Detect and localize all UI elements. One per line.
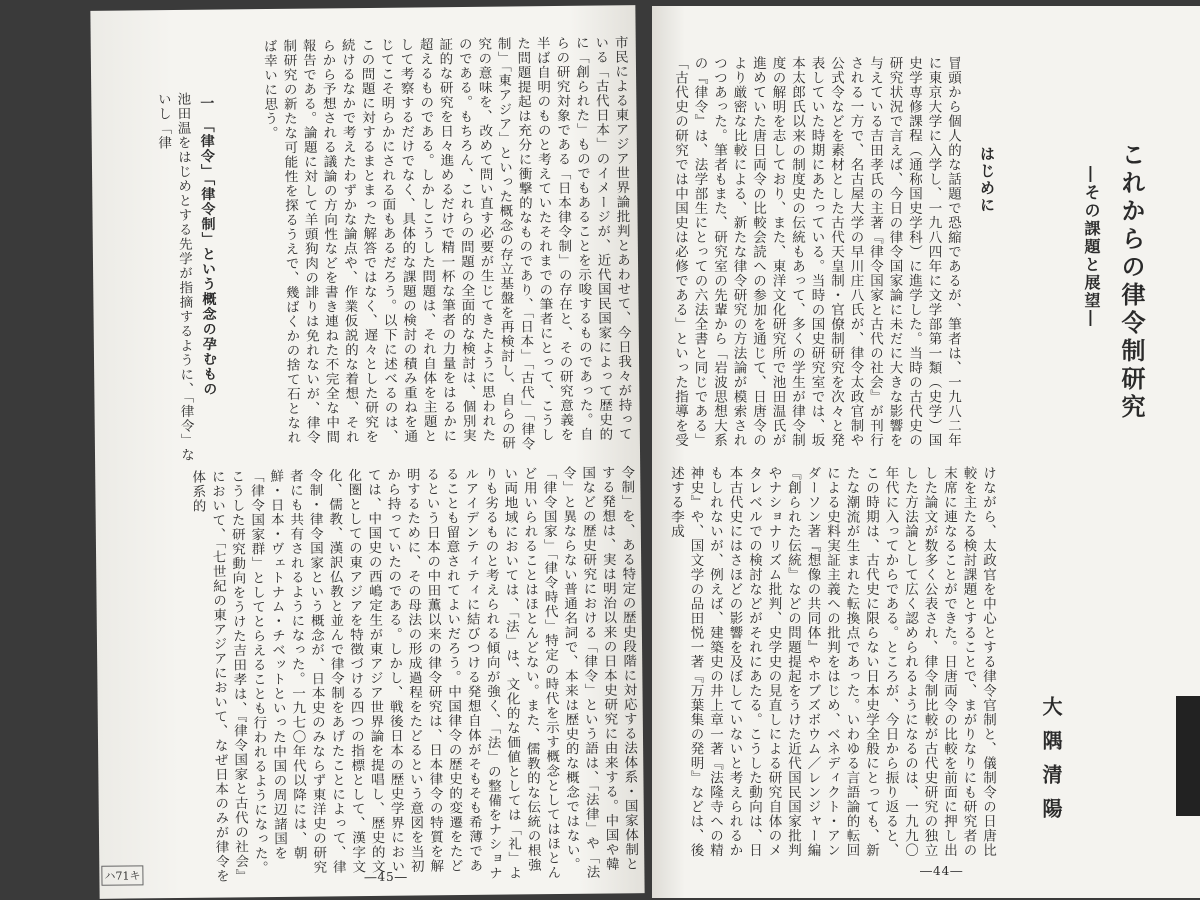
corner-stamp: ハ71キ (101, 865, 143, 885)
page-number-44: ―44― (920, 864, 964, 878)
right-page (652, 6, 1200, 898)
left-section-text: 池田温をはじめとする先学が指摘するように、「律令」ないし「律 (154, 91, 195, 463)
right-lower-text: けながら、太政官を中心とする律令官制と、儀制令の日唐比較を主たる検討課題とすることで、まがりなりにも研究者の末席に連なることができた。日唐両令の比較を前面に押し出した論文が数多く公表され、律令制比較が古代史研究の独立した方法論として広く認められるようになるのは、一九九〇年代に入ってからである。ところが、今日から振り返ると、この時期は、古代史に限らない日本史学全般にとっても、新たな潮流が生まれた転換点であった。いわゆる言語論的転回による史料実証主義への批判をはじめ、ベネディクト・アンダーソン著『想像の共同体』やホブズボウム／レンジャー編『創られた伝統』などの問題提起をうけた近代国民国家批判やナショナリズム批判、史学史の見直しによる研究自体のメタレベルでの検討などがそれにあたる。こうした動向は、日本古代史にはさほどの影響を及ぼしていないと考えられるかもしれないが、例えば、建築史の井上章一著『法隆寺への精神史』や、国文学の品田悦一著『万葉集の発明』などは、後述する李成 (668, 466, 996, 858)
right-upper-text: 冒頭から個人的な話題で恐縮であるが、筆者は、一九八二年に東京大学に入学し、一九八四年に文学部第一類（史学）国史学専修課程（通称国史学科）に進学した。当時の古代史の研究状況で言えば、今日の律令国家論に未だに大きな影響を与えている吉田孝氏の主著『律令国家と古代の社会』が刊行される一方で、名古屋大学の早川庄八氏が、律令太政官制や公式令などを素材とした古代天皇制・官僚制研究を次々と発表していた時期にあたっている。当時の国史研究室では、坂本太郎氏以来の制度史の伝統もあって、多くの学生が律令制度の解明を志しており、また、東洋文化研究所で池田温氏が進めていた唐日両令の比較会読への参加を通じて、日唐令のより厳密な比較による、新たな律令研究の方法論が模索されつつあった。筆者もまた、研究室の先輩から「岩波思想大系の『律令』は、法学部生にとっての六法全書と同じである」「古代史の研究では中国史は必修である」といった指導を受 (672, 56, 961, 448)
left-page (90, 5, 644, 899)
page-clip (1176, 696, 1200, 816)
left-upper-text: 市民による東アジア世界論批判とあわせて、今日我々が持っている「古代日本」のイメージが、近代国民国家によって歴史的に「創られた」ものでもあることを示唆するものであった。自らの研究対象である「日本律令制」の存在と、その研究意義を半ば自明のものと考えていたそれまでの筆者にとって、こうした問題提起は充分に衝撃的なものであり、「日本」「古代」「律令制」「東アジア」といった概念の存立基盤を再検討し、自らの研究の意味を、改めて問い直す必要が生じてきたように思われたのである。もちろん、これらの問題の全面的な検討は、個別実証的な研究を日々進めるだけで精一杯な筆者の力量をはるかに超えるものである。しかしこうした問題は、それ自体を主題として考察するだけでなく、具体的な課題の検討の積み重ねを通じてこそ明らかにされる面もあるだろう。以下に述べるのは、この問題に対するまとまった解答ではなく、遅々とした研究を続けるなかで考えたわずかな論点や、作業仮説的な着想、それらから予想される議論の方向性などを書き連ねた不完全な中間報告である。論題に対して羊頭狗肉の誹りは免れないが、律令制研究の新たな可能性を探るうえで、幾ばくかの捨て石となれば幸いに思う。 (260, 35, 632, 452)
section-heading-one: 一 「律令」「律令制」という概念の孕むもの (198, 95, 218, 397)
author-name: 大隅清陽 (1039, 696, 1063, 832)
page-number-45: ―45― (364, 869, 408, 885)
left-lower-text: 令制」を、ある特定の歴史段階に対応する法体系・国家体制とする発想は、実は明治以来の日本史研究に由来する。中国や韓国などの歴史研究における「律令」という語は、「法律」や「法令」と異ならない普通名詞で、本来は歴史的な概念ではない。「律令国家」「律令時代」特定の時代を示す概念としてはほとんど用いられることはほとんどない。また、儒教的な伝統の根強い両地域においては、「法」は、文化的な価値としては「礼」よりも劣るものと考えられる傾向が強く、「法」の整備をナショナルアイデンティティに結びつける発想自体がそもそも希薄であることも留意されてよいだろう。中国律令の歴史的変遷をたどるという日本の中田薫以来の律令研究は、日本律令の特質を解明するために、その母法の形成過程をたどるという意図を当初から持っていたのである。しかし、戦後日本の歴史学界においては、中国史の西嶋定生が東アジア世界論を提唱し、歴史的文化圏としての東アジアを特徴づける四つの指標として、漢字文化、儒教、漢訳仏教と並んで律令制をあげたことによって、律令制・律令国家という概念が、日本史のみならず東洋史の研究者にも共有されるようになった。一九七〇年代以降には、朝鮮・日本・ヴェトナム・チベットといった中国の周辺諸国を「律令国家群」としてとらえることも行われるようになった。こうした研究動向をうけた吉田孝は、『律令国家と古代の社会』において、「七世紀の東アジアにおいて、なぜ日本のみが律令を体系的 (189, 465, 639, 884)
section-heading-intro: はじめに (978, 146, 996, 214)
article-title: これからの律令制研究 (1117, 142, 1146, 422)
article-subtitle: ―その課題と展望― (1082, 166, 1101, 328)
